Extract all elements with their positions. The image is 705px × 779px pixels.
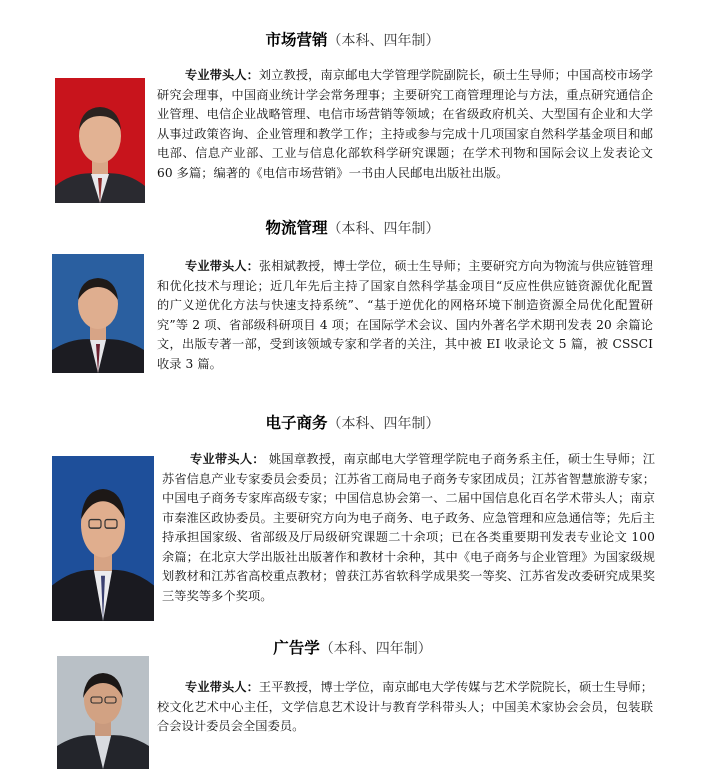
leader-label: 专业带头人：	[185, 259, 259, 273]
section-title-marketing	[0, 30, 705, 51]
bio-text: 刘立教授，南京邮电大学管理学院副院长，硕士生导师；中国高校市场学研究会理事，中国商业统计学会常务理事；主要研究工商管理理论与方法，重点研究通信企业管理、电信企业战略管理、电信市场营销等领域；在省级政府机关、大型国有企业和大学从事过政策咨询、企业管理和教学工作；主持或参与完成十几项国家自然科学基金项目和邮电部、信息产业部、工业与信息化部软科学研究课题；在学术刊物和国际会议上发表论文 60 多篇；编著的《电信市场营销》一书由人民邮电出版社出版。	[157, 68, 653, 180]
leader-label: 专业带头人：	[185, 68, 259, 82]
major-name: 广告学	[273, 639, 320, 657]
major-note: （本科、四年制）	[327, 416, 440, 432]
leader-bio-logistics	[157, 257, 653, 374]
leader-bio-advertising	[157, 678, 653, 737]
section-title-logistics	[0, 218, 705, 239]
leader-bio-marketing	[157, 66, 653, 183]
major-name: 市场营销	[265, 31, 328, 49]
section-title-ecommerce	[0, 413, 705, 434]
leader-label: 专业带头人：	[190, 452, 265, 466]
major-name: 物流管理	[265, 219, 328, 237]
portrait-photo-liu-li	[55, 78, 145, 203]
leader-bio-ecommerce	[52, 450, 655, 621]
portrait-photo-wang-ping	[57, 656, 149, 769]
bio-text: 王平教授，博士学位，南京邮电大学传媒与艺术学院院长，硕士生导师；校文化艺术中心主任，文学信息艺术设计与教育学科带头人；中国美术家协会会员，包装联合会设计委员会全国委员。	[157, 680, 653, 733]
portrait-photo-zhang-xiangbin	[52, 254, 144, 373]
bio-text: 姚国章教授，南京邮电大学管理学院电子商务系主任，硕士生导师；江苏省信息产业专家委员会委员；江苏省工商局电子商务专家团成员；江苏省智慧旅游专家；中国电子商务专家库高级专家；中国信息协会第一、二届中国信息化百名学术带头人；南京市秦淮区政协委员。主要研究方向为电子商务、电子政务、应急管理和应急通信等；先后主持承担国家级、省部级及厅局级研究课题二十余项；已在各类重要期刊发表专业论文 100 余篇；在北京大学出版社出版著作和教材十余种，其中《电子商务与企业管理》为国家级规划教材和江苏省高校重点教材；曾获江苏省软科学成果奖一等奖、江苏省发改委研究成果奖三等奖等多个奖项。	[162, 452, 655, 603]
bio-text: 张相斌教授，博士学位，硕士生导师；主要研究方向为物流与供应链管理和优化技术与理论；近几年先后主持了国家自然科学基金项目“反应性供应链资源优化配置的广义逆优化方法与快速支持系统”、“基于逆优化的网格环境下制造资源全局优化配置研究”等 2 项、省部级科研项目 4 项；在国际学术会议、国内外著名学术期刊发表 20 余篇论文，出版专著一部，受到该领域专家和学者的关注，其中被 EI 收录论文 5 篇，被 CSSCI 收录 3 篇。	[157, 259, 653, 371]
major-note: （本科、四年制）	[327, 33, 440, 49]
major-name: 电子商务	[265, 414, 328, 432]
major-note: （本科、四年制）	[327, 221, 440, 237]
major-note: （本科、四年制）	[319, 641, 432, 657]
leader-label: 专业带头人：	[185, 680, 259, 694]
portrait-photo-yao-guozhang	[52, 456, 154, 621]
